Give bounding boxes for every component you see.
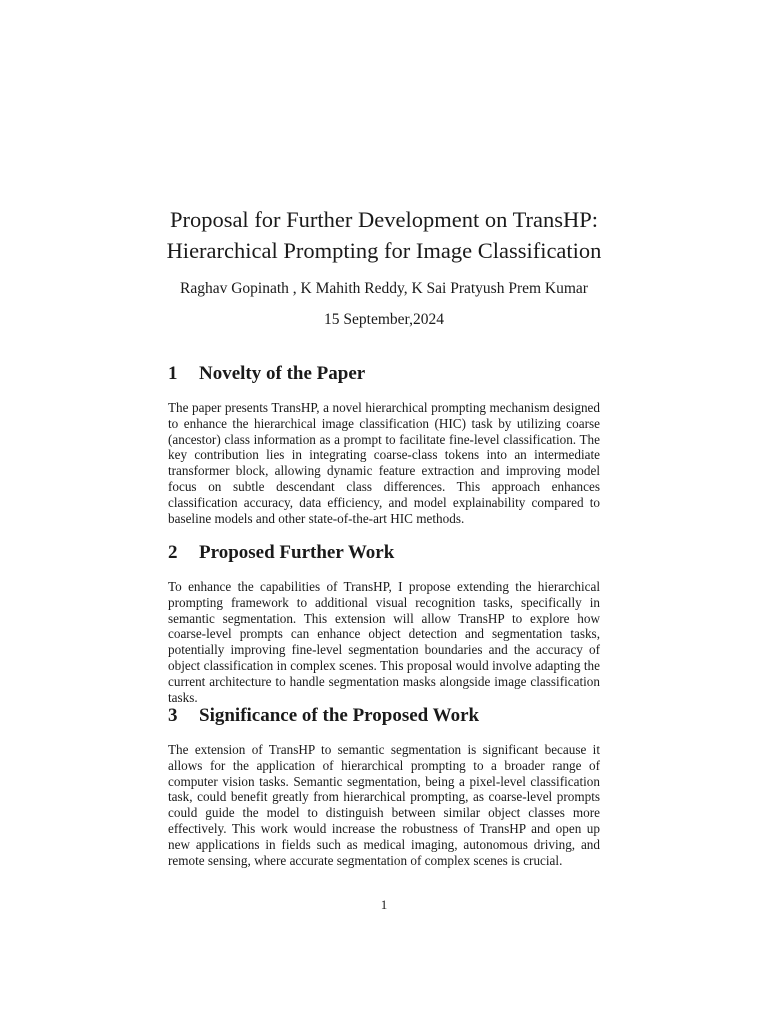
section-body: The paper presents TransHP, a novel hierarchical prompting mechanism designed to enhance the hierarchical image classification (HIC) task by utilizing coarse (ancestor) class information as a prompt to facilitate fine-level classification. The key contribution lies in integrating coarse-class tokens into an intermediate transformer block, allowing dynamic feature extraction and improving model focus on subtle descendant class differences. This approach enhances classification accuracy, data efficiency, and model explainability compared to baseline models and other state-of-the-art HIC methods.	[168, 400, 600, 526]
paper-title	[120, 204, 648, 266]
section-proposed-work	[168, 541, 600, 705]
publication-date: 15 September,2024	[324, 311, 444, 328]
section-heading	[168, 704, 600, 728]
section-number: 2	[168, 542, 178, 563]
title-line-2: Hierarchical Prompting for Image Classification	[166, 238, 602, 263]
section-body: To enhance the capabilities of TransHP, I propose extending the hierarchical prompting framework to additional visual recognition tasks, specifically in semantic segmentation. This extension will allow TransHP to explore how coarse-level prompts can enhance object detection and segmentation tasks, potentially improving fine-level segmentation boundaries and the accuracy of object classification in complex scenes. This proposal would involve adapting the current architecture to handle segmentation masks alongside image classification tasks.	[168, 579, 600, 705]
section-title: Significance of the Proposed Work	[199, 705, 480, 726]
section-title: Novelty of the Paper	[199, 363, 366, 384]
section-heading	[168, 541, 600, 565]
section-heading	[168, 362, 600, 386]
section-body: The extension of TransHP to semantic segmentation is significant because it allows for the application of hierarchical prompting to a broader range of computer vision tasks. Semantic segmentation, being a pixel-level classification task, could benefit greatly from hierarchical prompting, as coarse-level prompts could guide the model to distinguish between similar object classes more effectively. This work would increase the robustness of TransHP and open up new applications in fields such as medical imaging, autonomous driving, and remote sensing, where accurate segmentation of complex scenes is crucial.	[168, 742, 600, 868]
section-number: 1	[168, 363, 178, 384]
section-number: 3	[168, 705, 178, 726]
section-title: Proposed Further Work	[199, 542, 395, 563]
author-list: Raghav Gopinath , K Mahith Reddy, K Sai Pratyush Prem Kumar	[180, 280, 588, 297]
section-significance	[168, 704, 600, 868]
page-number: 1	[380, 897, 388, 912]
section-novelty	[168, 362, 600, 526]
title-line-1: Proposal for Further Development on TransHP:	[169, 207, 599, 232]
